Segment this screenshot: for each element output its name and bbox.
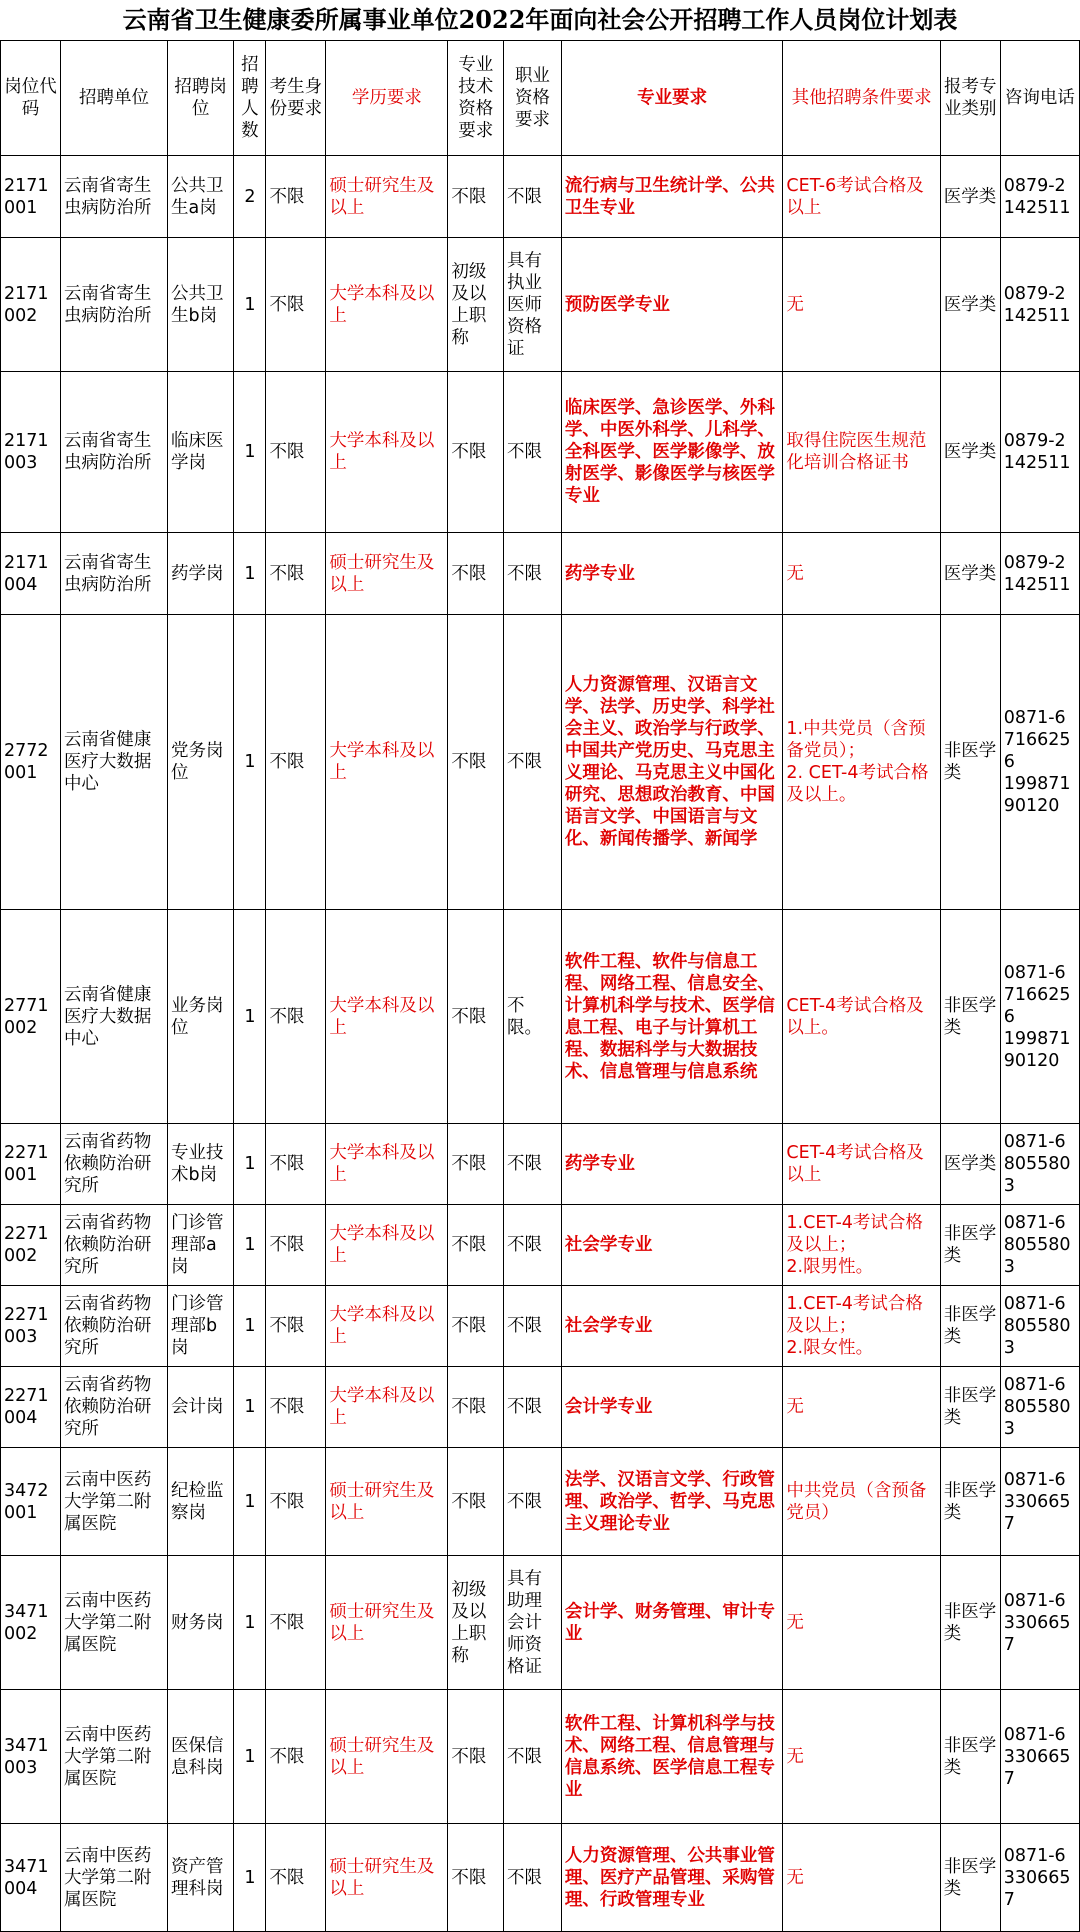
cell-major: 药学专业 xyxy=(561,1124,783,1205)
cell-vocational-qualification: 不限 xyxy=(504,1448,562,1556)
cell-position-code: 2271004 xyxy=(1,1367,61,1448)
cell-major: 社会学专业 xyxy=(561,1205,783,1286)
table-row xyxy=(1,372,1080,533)
cell-tech-qualification: 不限 xyxy=(448,156,504,238)
cell-major-category: 非医学类 xyxy=(940,1448,1000,1556)
cell-tech-qualification: 不限 xyxy=(448,615,504,910)
cell-phone: 0879-2142511 xyxy=(1000,238,1079,372)
cell-count: 1 xyxy=(234,615,266,910)
cell-major: 会计学、财务管理、审计专业 xyxy=(561,1556,783,1690)
cell-education: 硕士研究生及以上 xyxy=(326,156,448,238)
cell-position-code: 3471002 xyxy=(1,1556,61,1690)
cell-phone: 0871-68055803 xyxy=(1000,1124,1079,1205)
cell-tech-qualification: 不限 xyxy=(448,910,504,1124)
table-row xyxy=(1,1367,1080,1448)
cell-other-conditions: 无 xyxy=(783,1690,940,1824)
cell-count: 1 xyxy=(234,372,266,533)
cell-vocational-qualification: 不限 xyxy=(504,1690,562,1824)
cell-position-code: 2271003 xyxy=(1,1286,61,1367)
cell-position-code: 2772001 xyxy=(1,615,61,910)
cell-position: 党务岗位 xyxy=(167,615,233,910)
cell-position: 资产管理科岗 xyxy=(167,1824,233,1932)
cell-vocational-qualification: 不限 xyxy=(504,1286,562,1367)
cell-education: 硕士研究生及以上 xyxy=(326,1556,448,1690)
header-count: 招聘人数 xyxy=(234,41,266,156)
cell-education: 大学本科及以上 xyxy=(326,1286,448,1367)
cell-identity: 不限 xyxy=(266,910,326,1124)
cell-major-category: 非医学类 xyxy=(940,1205,1000,1286)
cell-phone: 0871-63306657 xyxy=(1000,1556,1079,1690)
cell-count: 1 xyxy=(234,910,266,1124)
cell-education: 大学本科及以上 xyxy=(326,238,448,372)
cell-identity: 不限 xyxy=(266,1690,326,1824)
cell-position-code: 2171001 xyxy=(1,156,61,238)
table-row xyxy=(1,238,1080,372)
cell-major-category: 非医学类 xyxy=(940,615,1000,910)
table-row xyxy=(1,615,1080,910)
cell-tech-qualification: 不限 xyxy=(448,372,504,533)
table-row xyxy=(1,1690,1080,1824)
cell-other-conditions: 无 xyxy=(783,1367,940,1448)
cell-major-category: 医学类 xyxy=(940,533,1000,615)
header-other-conditions: 其他招聘条件要求 xyxy=(783,41,940,156)
header-position: 招聘岗位 xyxy=(167,41,233,156)
header-row xyxy=(1,41,1080,156)
cell-phone: 0871-67166256 19987190120 xyxy=(1000,615,1079,910)
cell-unit: 云南中医药大学第二附属医院 xyxy=(60,1824,167,1932)
cell-other-conditions: 无 xyxy=(783,238,940,372)
cell-position-code: 2171003 xyxy=(1,372,61,533)
cell-position: 业务岗位 xyxy=(167,910,233,1124)
cell-vocational-qualification: 不限 xyxy=(504,533,562,615)
cell-position-code: 3471003 xyxy=(1,1690,61,1824)
cell-identity: 不限 xyxy=(266,1367,326,1448)
header-phone: 咨询电话 xyxy=(1000,41,1079,156)
cell-count: 1 xyxy=(234,1205,266,1286)
cell-position: 财务岗 xyxy=(167,1556,233,1690)
cell-position: 门诊管理部b岗 xyxy=(167,1286,233,1367)
cell-count: 1 xyxy=(234,533,266,615)
cell-vocational-qualification: 不限 xyxy=(504,1124,562,1205)
job-plan-table xyxy=(0,40,1080,1932)
cell-other-conditions: 无 xyxy=(783,533,940,615)
header-unit: 招聘单位 xyxy=(60,41,167,156)
cell-count: 1 xyxy=(234,1448,266,1556)
cell-unit: 云南省药物依赖防治研究所 xyxy=(60,1367,167,1448)
cell-other-conditions: 1.CET-4考试合格及以上； 2.限男性。 xyxy=(783,1205,940,1286)
cell-unit: 云南中医药大学第二附属医院 xyxy=(60,1690,167,1824)
cell-major: 会计学专业 xyxy=(561,1367,783,1448)
cell-identity: 不限 xyxy=(266,1124,326,1205)
cell-education: 大学本科及以上 xyxy=(326,1124,448,1205)
cell-position: 临床医学岗 xyxy=(167,372,233,533)
table-row xyxy=(1,1205,1080,1286)
cell-phone: 0879-2142511 xyxy=(1000,156,1079,238)
cell-identity: 不限 xyxy=(266,1205,326,1286)
cell-identity: 不限 xyxy=(266,533,326,615)
header-position-code: 岗位代码 xyxy=(1,41,61,156)
table-row xyxy=(1,1124,1080,1205)
header-tech-qualification: 专业技术资格要求 xyxy=(448,41,504,156)
cell-other-conditions: 无 xyxy=(783,1556,940,1690)
cell-major-category: 医学类 xyxy=(940,1124,1000,1205)
cell-identity: 不限 xyxy=(266,615,326,910)
cell-phone: 0879-2142511 xyxy=(1000,533,1079,615)
cell-major-category: 非医学类 xyxy=(940,1556,1000,1690)
cell-position-code: 2271002 xyxy=(1,1205,61,1286)
cell-other-conditions: 1.中共党员（含预备党员）； 2. CET-4考试合格及以上。 xyxy=(783,615,940,910)
cell-tech-qualification: 不限 xyxy=(448,1205,504,1286)
cell-position-code: 2171004 xyxy=(1,533,61,615)
header-education: 学历要求 xyxy=(326,41,448,156)
cell-major: 临床医学、急诊医学、外科学、中医外科学、儿科学、全科医学、医学影像学、放射医学、影像医学与核医学专业 xyxy=(561,372,783,533)
cell-count: 1 xyxy=(234,1124,266,1205)
cell-count: 1 xyxy=(234,1824,266,1932)
cell-identity: 不限 xyxy=(266,1286,326,1367)
cell-major: 法学、汉语言文学、行政管理、政治学、哲学、马克思主义理论专业 xyxy=(561,1448,783,1556)
cell-major: 流行病与卫生统计学、公共卫生专业 xyxy=(561,156,783,238)
cell-education: 大学本科及以上 xyxy=(326,910,448,1124)
cell-other-conditions: 中共党员（含预备党员） xyxy=(783,1448,940,1556)
cell-unit: 云南省寄生虫病防治所 xyxy=(60,238,167,372)
cell-unit: 云南省健康医疗大数据中心 xyxy=(60,910,167,1124)
cell-count: 1 xyxy=(234,1367,266,1448)
cell-position: 公共卫生a岗 xyxy=(167,156,233,238)
cell-other-conditions: CET-4考试合格及以上 xyxy=(783,1124,940,1205)
cell-other-conditions: 取得住院医生规范化培训合格证书 xyxy=(783,372,940,533)
table-row xyxy=(1,533,1080,615)
cell-position: 公共卫生b岗 xyxy=(167,238,233,372)
cell-major-category: 医学类 xyxy=(940,156,1000,238)
cell-vocational-qualification: 不限 xyxy=(504,1367,562,1448)
cell-education: 硕士研究生及以上 xyxy=(326,1824,448,1932)
table-row xyxy=(1,1286,1080,1367)
cell-position-code: 3471004 xyxy=(1,1824,61,1932)
cell-identity: 不限 xyxy=(266,1824,326,1932)
cell-position: 纪检监察岗 xyxy=(167,1448,233,1556)
table-row xyxy=(1,1448,1080,1556)
cell-unit: 云南省寄生虫病防治所 xyxy=(60,372,167,533)
cell-identity: 不限 xyxy=(266,372,326,533)
cell-position-code: 3472001 xyxy=(1,1448,61,1556)
cell-vocational-qualification: 不限 xyxy=(504,1205,562,1286)
page-title: 云南省卫生健康委所属事业单位2022年面向社会公开招聘工作人员岗位计划表 xyxy=(122,5,958,34)
cell-phone: 0871-68055803 xyxy=(1000,1286,1079,1367)
cell-tech-qualification: 不限 xyxy=(448,1690,504,1824)
cell-unit: 云南省药物依赖防治研究所 xyxy=(60,1205,167,1286)
cell-position-code: 2171002 xyxy=(1,238,61,372)
cell-tech-qualification: 不限 xyxy=(448,1124,504,1205)
cell-unit: 云南中医药大学第二附属医院 xyxy=(60,1556,167,1690)
cell-identity: 不限 xyxy=(266,1448,326,1556)
cell-education: 大学本科及以上 xyxy=(326,615,448,910)
cell-phone: 0871-67166256 19987190120 xyxy=(1000,910,1079,1124)
cell-phone: 0879-2142511 xyxy=(1000,372,1079,533)
cell-education: 硕士研究生及以上 xyxy=(326,1690,448,1824)
cell-tech-qualification: 不限 xyxy=(448,1367,504,1448)
cell-unit: 云南省寄生虫病防治所 xyxy=(60,156,167,238)
cell-tech-qualification: 不限 xyxy=(448,533,504,615)
cell-tech-qualification: 不限 xyxy=(448,1286,504,1367)
cell-major: 人力资源管理、汉语言文学、法学、历史学、科学社会主义、政治学与行政学、中国共产党历史、马克思主义理论、马克思主义中国化研究、思想政治教育、中国语言文学、中国语言与文化、新闻传播学、新闻学 xyxy=(561,615,783,910)
cell-tech-qualification: 不限 xyxy=(448,1448,504,1556)
cell-unit: 云南省药物依赖防治研究所 xyxy=(60,1124,167,1205)
cell-position-code: 2271001 xyxy=(1,1124,61,1205)
cell-vocational-qualification: 不限。 xyxy=(504,910,562,1124)
cell-education: 大学本科及以上 xyxy=(326,372,448,533)
cell-vocational-qualification: 不限 xyxy=(504,156,562,238)
cell-major: 社会学专业 xyxy=(561,1286,783,1367)
cell-position: 会计岗 xyxy=(167,1367,233,1448)
cell-count: 1 xyxy=(234,1286,266,1367)
cell-major-category: 非医学类 xyxy=(940,1367,1000,1448)
cell-other-conditions: 无 xyxy=(783,1824,940,1932)
cell-vocational-qualification: 不限 xyxy=(504,372,562,533)
header-major: 专业要求 xyxy=(561,41,783,156)
cell-education: 硕士研究生及以上 xyxy=(326,533,448,615)
cell-tech-qualification: 不限 xyxy=(448,1824,504,1932)
table-row xyxy=(1,156,1080,238)
header-identity: 考生身份要求 xyxy=(266,41,326,156)
cell-major: 软件工程、计算机科学与技术、网络工程、信息管理与信息系统、医学信息工程专业 xyxy=(561,1690,783,1824)
cell-vocational-qualification: 不限 xyxy=(504,1824,562,1932)
header-major-category: 报考专业类别 xyxy=(940,41,1000,156)
cell-unit: 云南省寄生虫病防治所 xyxy=(60,533,167,615)
cell-major-category: 非医学类 xyxy=(940,1690,1000,1824)
cell-major-category: 非医学类 xyxy=(940,1286,1000,1367)
cell-vocational-qualification: 具有执业医师资格证 xyxy=(504,238,562,372)
cell-vocational-qualification: 不限 xyxy=(504,615,562,910)
header-vocational-qualification: 职业资格要求 xyxy=(504,41,562,156)
cell-position: 专业技术b岗 xyxy=(167,1124,233,1205)
table-body xyxy=(1,156,1080,1932)
cell-major: 药学专业 xyxy=(561,533,783,615)
cell-position: 门诊管理部a岗 xyxy=(167,1205,233,1286)
table-row xyxy=(1,1824,1080,1932)
cell-education: 硕士研究生及以上 xyxy=(326,1448,448,1556)
cell-other-conditions: CET-4考试合格及以上。 xyxy=(783,910,940,1124)
cell-identity: 不限 xyxy=(266,238,326,372)
cell-major: 预防医学专业 xyxy=(561,238,783,372)
cell-unit: 云南中医药大学第二附属医院 xyxy=(60,1448,167,1556)
cell-count: 2 xyxy=(234,156,266,238)
cell-identity: 不限 xyxy=(266,156,326,238)
cell-major-category: 医学类 xyxy=(940,372,1000,533)
cell-identity: 不限 xyxy=(266,1556,326,1690)
cell-education: 大学本科及以上 xyxy=(326,1205,448,1286)
cell-position-code: 2771002 xyxy=(1,910,61,1124)
cell-major: 软件工程、软件与信息工程、网络工程、信息安全、计算机科学与技术、医学信息工程、电子与计算机工程、数据科学与大数据技术、信息管理与信息系统 xyxy=(561,910,783,1124)
cell-unit: 云南省药物依赖防治研究所 xyxy=(60,1286,167,1367)
table-row xyxy=(1,910,1080,1124)
cell-tech-qualification: 初级及以上职称 xyxy=(448,1556,504,1690)
cell-phone: 0871-63306657 xyxy=(1000,1824,1079,1932)
cell-phone: 0871-68055803 xyxy=(1000,1205,1079,1286)
cell-count: 1 xyxy=(234,238,266,372)
cell-unit: 云南省健康医疗大数据中心 xyxy=(60,615,167,910)
cell-other-conditions: CET-6考试合格及以上 xyxy=(783,156,940,238)
cell-count: 1 xyxy=(234,1690,266,1824)
cell-major-category: 医学类 xyxy=(940,238,1000,372)
cell-other-conditions: 1.CET-4考试合格及以上； 2.限女性。 xyxy=(783,1286,940,1367)
cell-tech-qualification: 初级及以上职称 xyxy=(448,238,504,372)
cell-major-category: 非医学类 xyxy=(940,910,1000,1124)
cell-position: 药学岗 xyxy=(167,533,233,615)
cell-education: 大学本科及以上 xyxy=(326,1367,448,1448)
cell-phone: 0871-68055803 xyxy=(1000,1367,1079,1448)
cell-count: 1 xyxy=(234,1556,266,1690)
table-row xyxy=(1,1556,1080,1690)
cell-position: 医保信息科岗 xyxy=(167,1690,233,1824)
cell-phone: 0871-63306657 xyxy=(1000,1690,1079,1824)
cell-vocational-qualification: 具有助理会计师资格证 xyxy=(504,1556,562,1690)
cell-major: 人力资源管理、公共事业管理、医疗产品管理、采购管理、行政管理专业 xyxy=(561,1824,783,1932)
cell-phone: 0871-63306657 xyxy=(1000,1448,1079,1556)
cell-major-category: 非医学类 xyxy=(940,1824,1000,1932)
